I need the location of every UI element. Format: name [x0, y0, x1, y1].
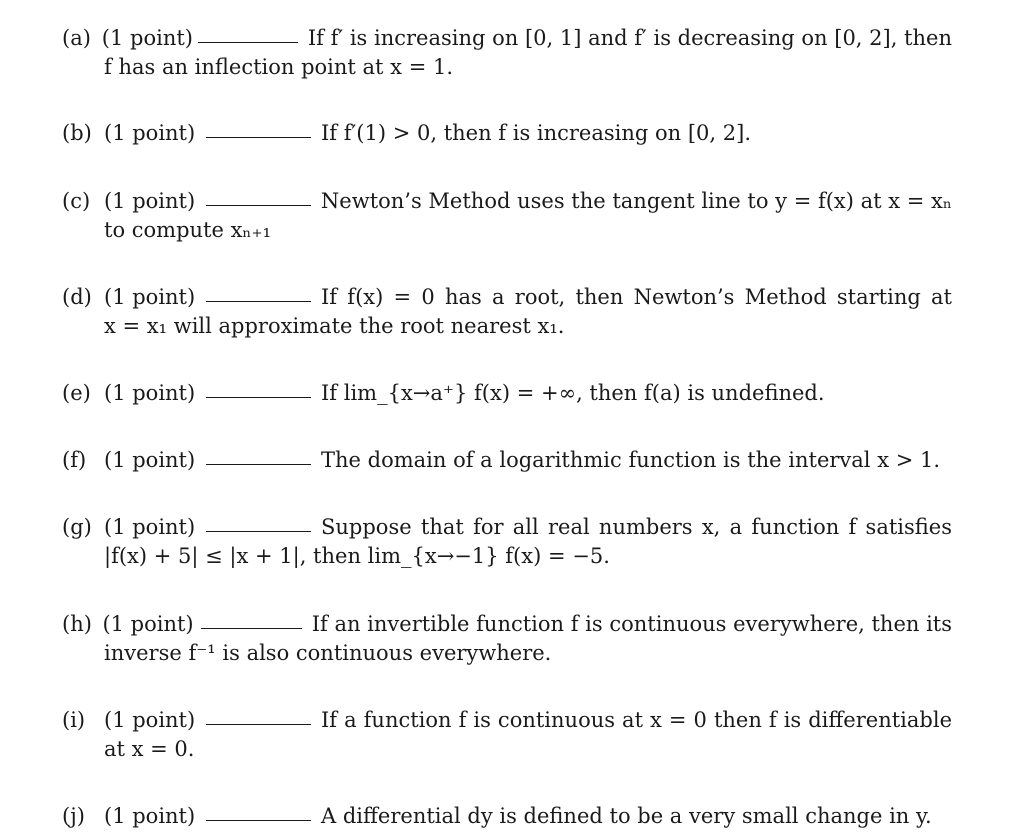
statement-line-1: If an invertible function f is continuous everywhere, then its	[311, 612, 952, 636]
statement-line-1: Newton’s Method uses the tangent line to y = f(x) at x = xₙ	[320, 189, 952, 213]
statement-line-2: to compute xₙ₊₁	[104, 218, 272, 242]
question-j	[62, 802, 952, 831]
question-i	[62, 706, 952, 764]
statement-line-2: at x = 0.	[104, 737, 195, 761]
points-label: (1 point)	[103, 189, 196, 213]
answer-blank[interactable]	[198, 41, 297, 43]
question-label: (h)	[62, 612, 92, 636]
question-e	[62, 379, 952, 408]
points-label: (1 point)	[104, 285, 196, 309]
statement-line-1: If f(x) = 0 has a root, then Newton’s Method starting at	[321, 285, 952, 309]
question-label: (g)	[62, 515, 92, 539]
points-label: (1 point)	[104, 515, 196, 539]
question-g	[62, 513, 952, 571]
answer-blank[interactable]	[206, 463, 311, 465]
question-label: (d)	[62, 285, 92, 309]
statement-line-1: If lim_{x→a⁺} f(x) = +∞, then f(a) is undefined.	[321, 381, 825, 405]
points-label: (1 point)	[104, 121, 196, 145]
statement-line-1: Suppose that for all real numbers x, a function f satisfies	[321, 515, 952, 539]
question-label: (c)	[62, 189, 91, 213]
question-f	[62, 446, 952, 475]
statement-line-1: If a function f is continuous at x = 0 then f is differentiable	[321, 708, 952, 732]
question-label: (a)	[62, 26, 91, 50]
answer-blank[interactable]	[206, 819, 311, 821]
statement-line-2: inverse f⁻¹ is also continuous everywhere.	[104, 641, 552, 665]
statement-line-1: A differential dy is defined to be a very small change in y.	[321, 804, 932, 828]
answer-blank[interactable]	[206, 396, 311, 398]
points-label: (1 point)	[104, 448, 196, 472]
statement-line-1: If f′(1) > 0, then f is increasing on [0, 2].	[321, 121, 751, 145]
question-b	[62, 119, 952, 148]
question-a	[62, 24, 952, 82]
statement-line-2: |f(x) + 5| ≤ |x + 1|, then lim_{x→−1} f(x) = −5.	[104, 544, 610, 568]
points-label: (1 point)	[101, 26, 193, 50]
question-h	[62, 610, 952, 668]
question-label: (j)	[62, 804, 85, 828]
statement-line-1: If f′ is increasing on [0, 1] and f′ is decreasing on [0, 2], then	[307, 26, 952, 50]
question-label: (i)	[62, 708, 86, 732]
answer-blank[interactable]	[206, 723, 311, 725]
points-label: (1 point)	[104, 708, 196, 732]
question-c	[62, 187, 952, 245]
points-label: (1 point)	[104, 804, 196, 828]
question-d	[62, 283, 952, 341]
points-label: (1 point)	[102, 612, 194, 636]
answer-blank[interactable]	[206, 136, 311, 138]
answer-blank[interactable]	[206, 530, 311, 532]
question-label: (b)	[62, 121, 92, 145]
points-label: (1 point)	[104, 381, 196, 405]
statement-line-2: x = x₁ will approximate the root nearest x₁.	[104, 314, 565, 338]
statement-line-1: The domain of a logarithmic function is the interval x > 1.	[321, 448, 941, 472]
answer-blank[interactable]	[206, 300, 311, 302]
question-label: (e)	[62, 381, 91, 405]
statement-line-2: f has an inflection point at x = 1.	[104, 55, 454, 79]
answer-blank[interactable]	[201, 627, 302, 629]
question-label: (f)	[62, 448, 87, 472]
answer-blank[interactable]	[206, 204, 311, 206]
